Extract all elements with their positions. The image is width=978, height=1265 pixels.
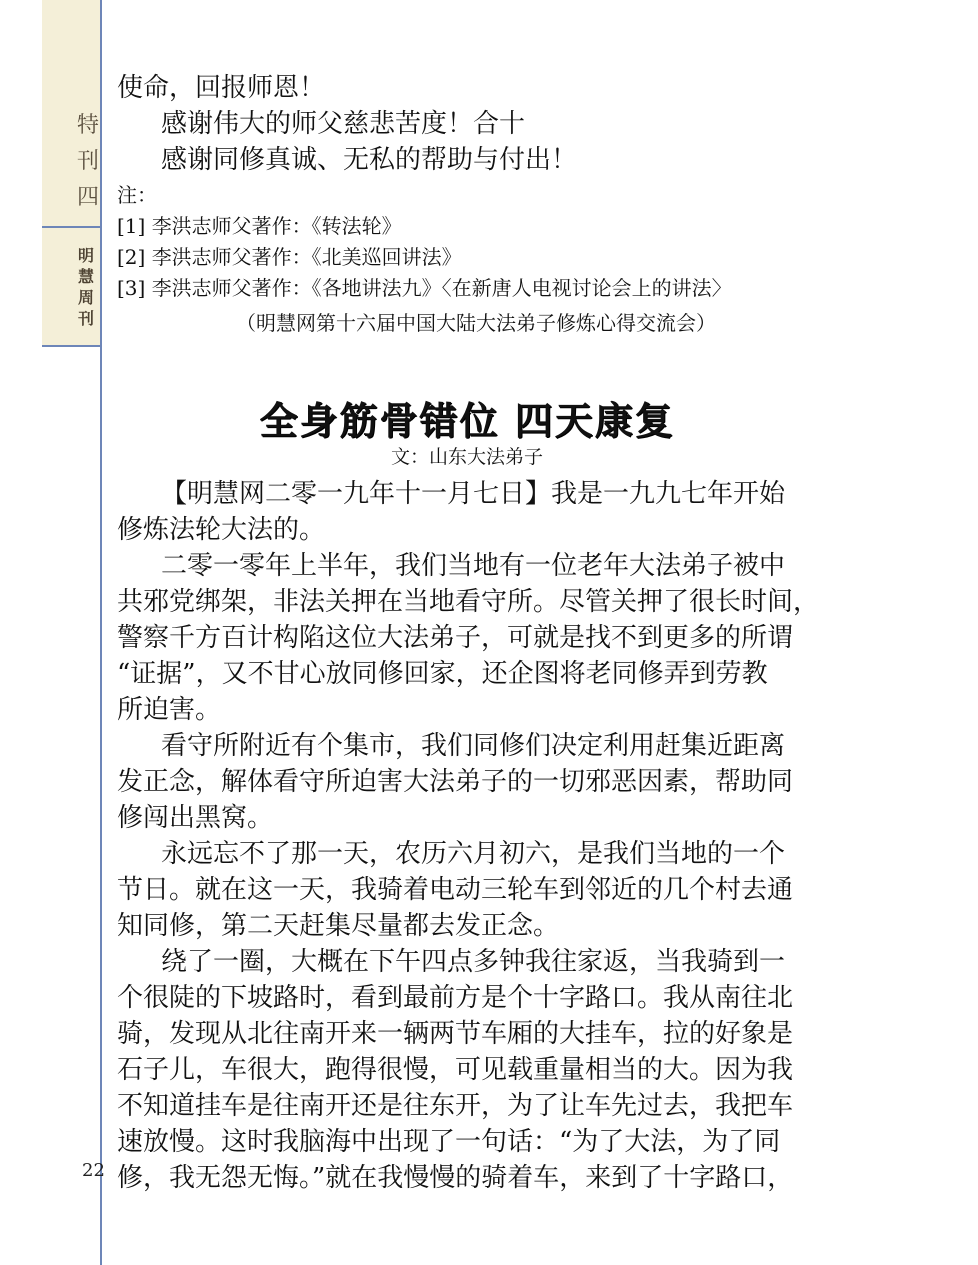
body-line: 二零一零年上半年，我们当地有一位老年大法弟子被中	[161, 551, 786, 581]
body-line: 节日。就在这一天，我骑着电动三轮车到邻近的几个村去通	[117, 875, 794, 905]
sidebar-divider	[42, 226, 100, 228]
body-line: 绕了一圈，大概在下午四点多钟我往家返，当我骑到一	[161, 947, 786, 977]
body-line: 看守所附近有个集市，我们同修们决定利用赶集近距离	[161, 731, 786, 761]
body-line: 个很陡的下坡路时，看到最前方是个十字路口。我从南往北	[117, 983, 794, 1013]
body-line: “证据”，又不甘心放同修回家，还企图将老同修弄到劳教	[117, 659, 768, 689]
source-line: （明慧网第十六届中国大陆大法弟子修炼心得交流会）	[236, 311, 716, 335]
body-line: 警察千方百计构陷这位大法弟子，可就是找不到更多的所谓	[117, 623, 794, 653]
sidebar-magazine-char: 刊	[77, 309, 94, 328]
sidebar-section-char: 特	[76, 113, 99, 138]
sidebar-magazine-char: 明	[77, 246, 94, 265]
body-line: 石子儿，车很大，跑得很慢，可见载重量相当的大。因为我	[117, 1055, 794, 1085]
notes-block	[117, 180, 865, 304]
body-line: 永远忘不了那一天，农历六月初六，是我们当地的一个	[161, 839, 786, 869]
note-item: [1] 李洪志师父著作：《转法轮》	[117, 214, 402, 238]
closing-block	[117, 70, 865, 178]
sidebar-section-char: 刊	[76, 149, 99, 174]
closing-line: 感谢同修真诚、无私的帮助与付出！	[161, 145, 578, 175]
body-line: 速放慢。这时我脑海中出现了一句话：“为了大法，为了同	[117, 1127, 781, 1157]
sidebar-magazine-char: 周	[77, 288, 94, 307]
page-number: 22	[82, 1160, 105, 1181]
body-line: 不知道挂车是往南开还是往东开，为了让车先过去，我把车	[117, 1091, 794, 1121]
body-line: 修炼法轮大法的。	[117, 515, 326, 545]
article-byline: 文：山东大法弟子	[390, 446, 543, 468]
body-line: 发正念，解体看守所迫害大法弟子的一切邪恶因素，帮助同	[117, 767, 794, 797]
closing-line: 使命，回报师恩！	[117, 73, 326, 103]
body-line: 【明慧网二零一九年十一月七日】我是一九九七年开始	[161, 479, 786, 509]
note-item: [3] 李洪志师父著作：《各地讲法九》〈在新唐人电视讨论会上的讲法〉	[117, 276, 732, 300]
note-item: [2] 李洪志师父著作：《北美巡回讲法》	[117, 245, 462, 269]
body-line: 修闯出黑窝。	[117, 803, 274, 833]
article-body	[117, 476, 865, 1196]
closing-line: 感谢伟大的师父慈悲苦度！合十	[161, 109, 526, 139]
body-line: 知同修，第二天赶集尽量都去发正念。	[117, 911, 560, 941]
article-title: 全身筋骨错位 四天康复	[259, 398, 675, 443]
body-line: 修，我无怨无悔。”就在我慢慢的骑着车，来到了十字路口，	[117, 1163, 794, 1193]
body-line: 所迫害。	[117, 695, 222, 725]
body-line: 骑，发现从北往南开来一辆两节车厢的大挂车，拉的好象是	[117, 1019, 794, 1049]
body-line: 共邪党绑架，非法关押在当地看守所。尽管关押了很长时间，	[117, 587, 820, 617]
notes-label: 注：	[117, 183, 157, 207]
sidebar-magazine-char: 慧	[77, 267, 94, 286]
sidebar-bottom-rule	[42, 345, 100, 347]
sidebar-section-char: 四	[76, 185, 99, 210]
